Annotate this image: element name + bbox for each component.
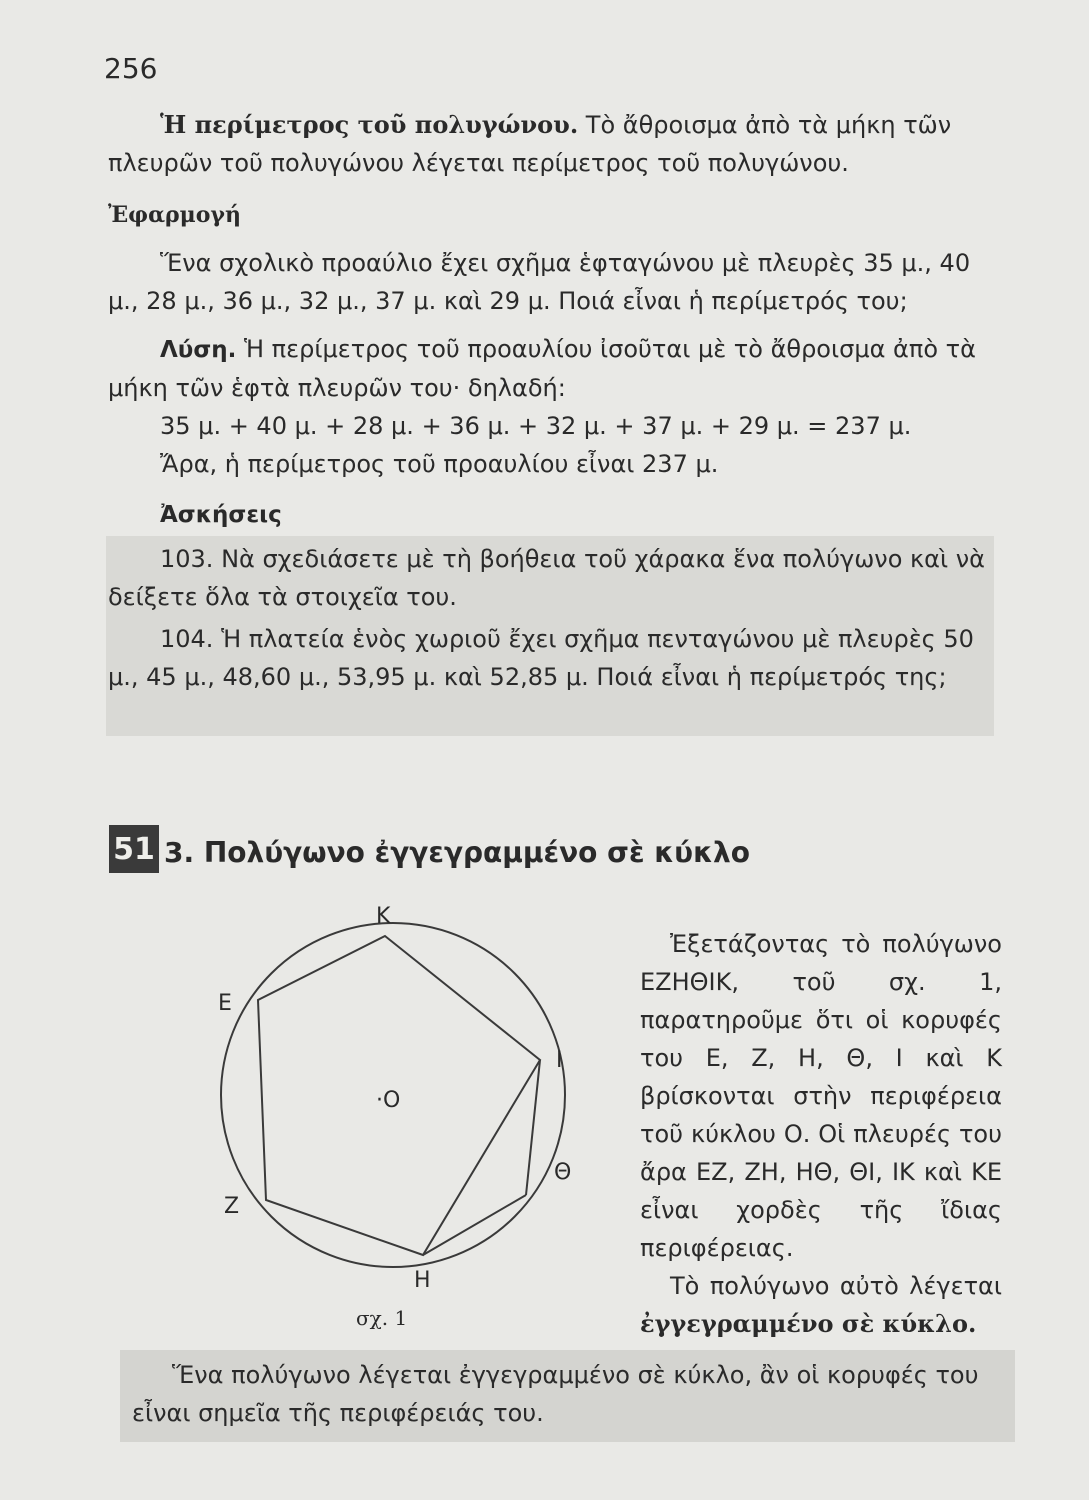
- side-paragraph-2-bold: ἐγγεγραμμένο σὲ κύκλο.: [640, 1309, 977, 1338]
- solution-text: Ἡ περίμετρος τοῦ προαυλίου ἰσοῦται μὲ τὸ ἄθροισμα ἀπὸ τὰ μήκη τῶν ἑφτὰ πλευρῶν του· δηλαδή:: [108, 335, 976, 402]
- definition-text: Ἕνα πολύγωνο λέγεται ἐγγεγραμμένο σὲ κύκλο, ἂν οἱ κορυφές του εἶναι σημεῖα τῆς περιφέρειάς του.: [132, 1361, 979, 1427]
- solution-equation: 35 μ. + 40 μ. + 28 μ. + 36 μ. + 32 μ. + 37 μ. + 29 μ. = 237 μ.: [160, 412, 912, 440]
- perimeter-paragraph: [108, 106, 988, 182]
- exercise-104-text: 104. Ἡ πλατεία ἑνὸς χωριοῦ ἔχει σχῆμα πενταγώνου μὲ πλευρὲς 50 μ., 45 μ., 48,60 μ., 53,95 μ. καὶ 52,85 μ. Ποιά εἶναι ἡ περίμετρός της;: [108, 625, 974, 691]
- problem-text: Ἕνα σχολικὸ προαύλιο ἔχει σχῆμα ἑφταγώνου μὲ πλευρὲς 35 μ., 40 μ., 28 μ., 36 μ., 32 μ., 37 μ. καὶ 29 μ. Ποιά εἶναι ἡ περίμετρός του;: [108, 249, 971, 315]
- solution-label: Λύση.: [160, 337, 237, 363]
- figure-caption: σχ. 1: [356, 1306, 408, 1330]
- section-number-badge: 51: [109, 825, 159, 873]
- label-I: I: [556, 1048, 563, 1073]
- side-paragraph-2: [640, 1267, 1002, 1343]
- solution-block: [108, 330, 988, 483]
- label-Theta: Θ: [554, 1160, 572, 1185]
- label-E: E: [218, 991, 232, 1016]
- exercise-104: [108, 620, 988, 696]
- side-paragraph-2-start: Τὸ πολύγωνο αὐτὸ λέγεται: [670, 1272, 1002, 1300]
- label-O: ·O: [376, 1088, 401, 1113]
- section-title: 3. Πολύγωνο ἐγγεγραμμένο σὲ κύκλο: [164, 836, 750, 869]
- exercise-103-text: 103. Νὰ σχεδιάσετε μὲ τὴ βοήθεια τοῦ χάρακα ἕνα πολύγωνο καὶ νὰ δείξετε ὅλα τὰ στοιχεῖα του.: [108, 545, 985, 611]
- application-heading-block: [108, 196, 988, 234]
- application-heading: Ἐφαρμογή: [108, 202, 241, 228]
- exercises-heading-block: [108, 496, 988, 534]
- perimeter-heading: Ἡ περίμετρος τοῦ πολυγώνου.: [160, 110, 579, 139]
- perimeter-text: Τὸ ἄθροισμα ἀπὸ τὰ μήκη τῶν πλευρῶν τοῦ πολυγώνου λέγεται περίμετρος τοῦ πολυγώνου.: [108, 111, 952, 177]
- solution-conclusion: Ἄρα, ἡ περίμετρος τοῦ προαυλίου εἶναι 237 μ.: [160, 450, 719, 478]
- figure-inscribed-hexagon: [200, 895, 600, 1335]
- label-Z: Z: [224, 1194, 240, 1219]
- page-number: 256: [104, 52, 158, 85]
- side-explanation: [640, 925, 1002, 1343]
- label-H: H: [414, 1268, 431, 1293]
- application-problem: [108, 244, 988, 320]
- exercises-heading: Ἀσκήσεις: [160, 502, 282, 528]
- definition-box: [120, 1350, 1015, 1442]
- side-paragraph-1: Ἐξετάζοντας τὸ πολύγωνο ΕΖΗΘΙΚ, τοῦ σχ. 1, παρατηροῦμε ὅτι οἱ κορυφές του Ε, Ζ, Η, Θ, Ι καὶ Κ βρίσκονται στὴν περιφέρεια τοῦ κύκλου Ο. Οἱ πλευρές του ἄρα ΕΖ, ΖΗ, ΗΘ, ΘΙ, ΙΚ καὶ ΚΕ εἶναι χορδὲς τῆς ἴδιας περιφέρειας.: [640, 930, 1002, 1262]
- label-K: K: [376, 904, 391, 929]
- exercise-103: [108, 540, 988, 616]
